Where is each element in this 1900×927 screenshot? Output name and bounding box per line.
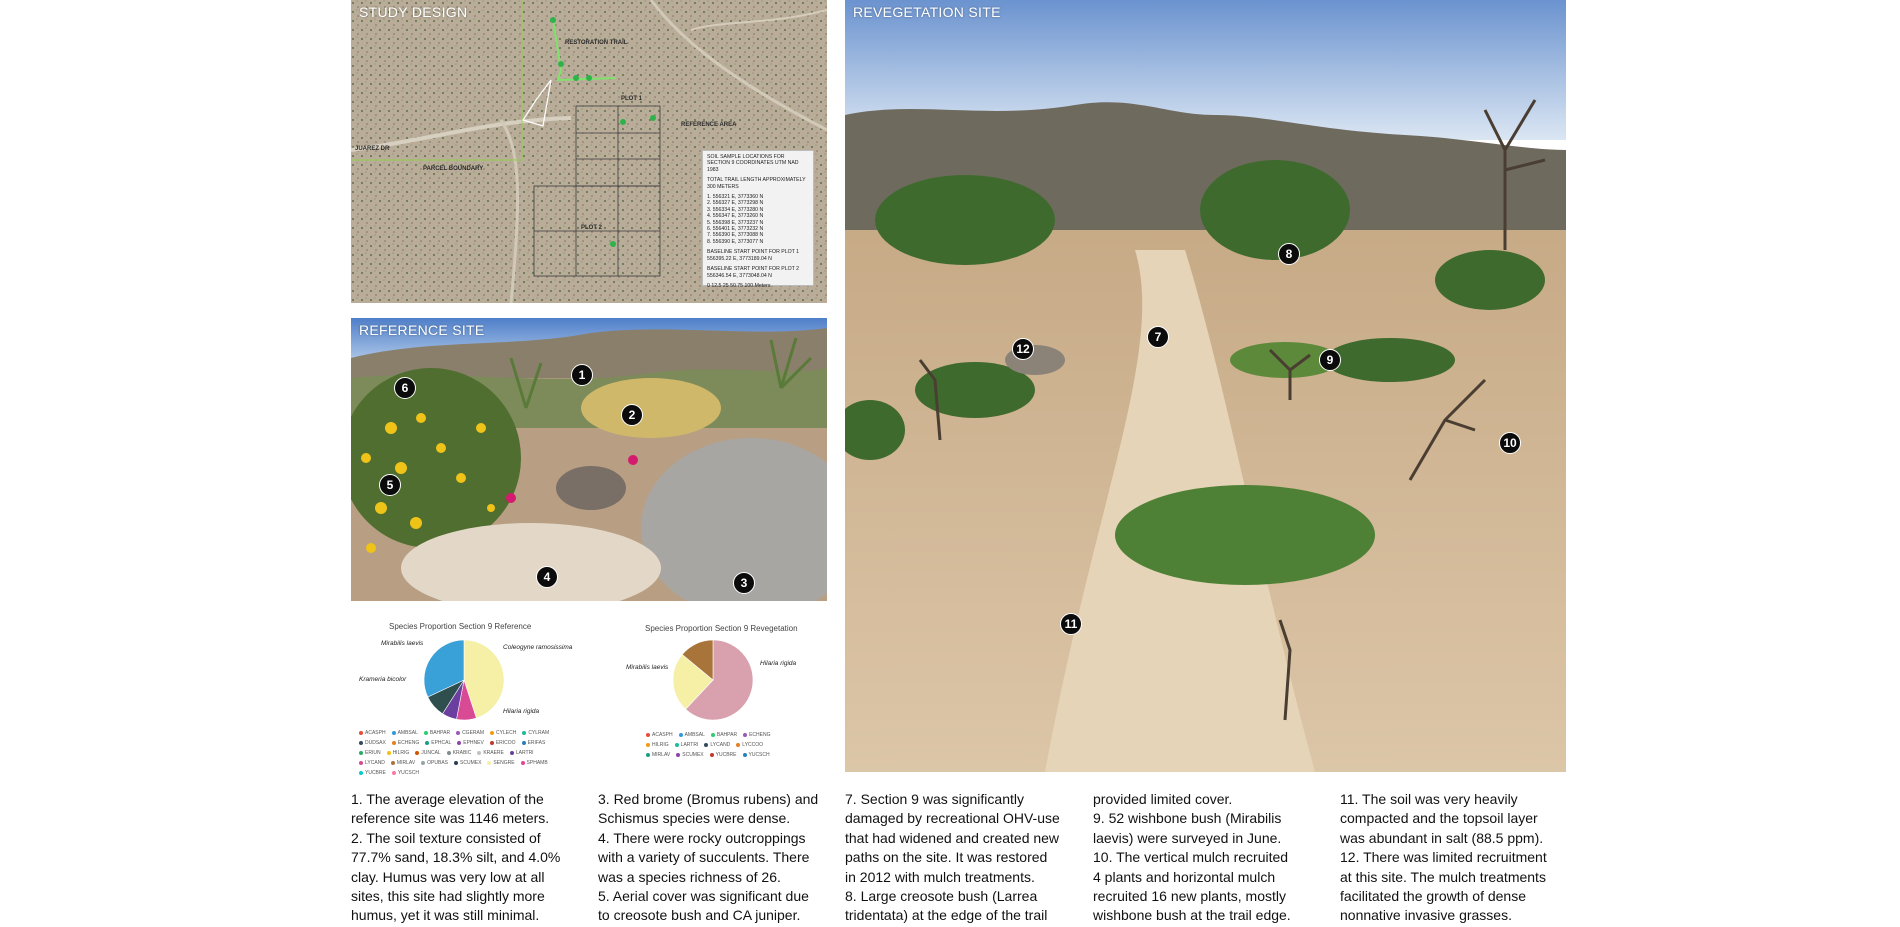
legend-entry: YUCSCH	[392, 768, 419, 778]
legend-point: 5. 556398 E, 3773237 N	[707, 219, 764, 226]
marker-3: 3	[733, 572, 755, 594]
legend-entry: YUCBRE	[710, 750, 737, 760]
caption-line: compacted and the topsoil layer	[1340, 810, 1538, 827]
caption-column-4	[1093, 790, 1333, 926]
legend-entry: HILRIG	[646, 740, 669, 750]
caption-line: sites, this site had slightly more	[351, 888, 545, 905]
caption-line: 7. Section 9 was significantly	[845, 791, 1024, 807]
legend-point: 7. 556390 E, 3773088 N	[707, 232, 764, 239]
caption-line: was a species richness of 26.	[598, 868, 781, 885]
legend-entry: BAHPAR	[711, 730, 737, 740]
legend-swatch	[457, 741, 461, 745]
marker-2: 2	[621, 404, 643, 426]
pie-legend-revegetation	[646, 730, 796, 760]
pie-chart-reference	[351, 618, 591, 778]
caption-line: recruited 16 new plants, mostly	[1093, 888, 1286, 905]
legend-swatch	[522, 731, 526, 735]
legend-swatch	[675, 743, 679, 747]
caption-line: at this site. The mulch treatments	[1340, 868, 1546, 885]
legend-swatch	[646, 753, 650, 757]
caption-line: 8. Large creosote bush (Larrea	[845, 888, 1038, 905]
legend-swatch	[679, 733, 683, 737]
caption-line: 5. Aerial cover was significant due	[598, 888, 809, 905]
marker-5: 5	[379, 474, 401, 496]
legend-point: 3. 556334 E, 3773280 N	[707, 206, 764, 213]
legend-entry: EPHNEV	[457, 738, 484, 748]
caption-line: that had widened and created new	[845, 829, 1060, 846]
legend-entry: BAHPAR	[424, 728, 450, 738]
panel-title-study-design: STUDY DESIGN	[359, 4, 468, 20]
legend-entry: JUNCAL	[415, 748, 440, 758]
legend-entry: DUDSAX	[359, 738, 386, 748]
legend-swatch	[424, 731, 428, 735]
legend-scale: 0 12.5 25 50 75 100 Meters	[707, 282, 771, 289]
legend-swatch	[359, 761, 363, 765]
caption-line: 4 plants and horizontal mulch	[1093, 868, 1276, 885]
legend-swatch	[736, 743, 740, 747]
label-plot-2: PLOT 2	[581, 225, 603, 231]
legend-entry: YUCSCH	[743, 750, 770, 760]
legend-entry: MIRLAV	[391, 758, 415, 768]
caption-line: 10. The vertical mulch recruited	[1093, 849, 1289, 866]
legend-entry: KRAERE	[477, 748, 504, 758]
legend-trail-length: TOTAL TRAIL LENGTH APPROXIMATELY 300 METERS	[707, 177, 806, 190]
legend-swatch	[676, 753, 680, 757]
pie-svg-revegetation	[600, 630, 830, 730]
legend-swatch	[359, 771, 363, 775]
legend-entry: OPUBAS	[421, 758, 448, 768]
marker-12: 12	[1012, 338, 1034, 360]
legend-swatch	[710, 753, 714, 757]
legend-entry: LARTRI	[675, 740, 699, 750]
caption-line: 1. The average elevation of the	[351, 791, 544, 807]
legend-swatch	[392, 731, 396, 735]
legend-swatch	[490, 731, 494, 735]
pie-label-hilaria-reveg: Hilaria rigida	[760, 660, 797, 667]
legend-entry: ERIFAS	[522, 738, 546, 748]
pie-label-mirabilis: Mirabilis laevis	[381, 640, 424, 647]
revegetation-site-photo	[845, 0, 1566, 772]
caption-line: to creosote bush and CA juniper.	[598, 907, 801, 924]
pie-label-mirabilis-reveg: Mirabilis laevis	[626, 664, 669, 671]
caption-line: paths on the site. It was restored	[845, 849, 1048, 866]
legend-swatch	[391, 761, 395, 765]
caption-line: was abundant in salt (88.5 ppm).	[1340, 829, 1544, 846]
caption-line: tridentata) at the edge of the trail	[845, 907, 1048, 924]
legend-swatch	[646, 743, 650, 747]
legend-entry: EPHCAL	[425, 738, 451, 748]
legend-entry: LYCAND	[704, 740, 730, 750]
caption-line: nonnative invasive grasses.	[1340, 907, 1512, 924]
legend-point: 2. 556327 E, 3773298 N	[707, 200, 764, 207]
legend-swatch	[454, 761, 458, 765]
caption-line: 77.7% sand, 18.3% silt, and 4.0%	[351, 849, 561, 866]
study-design-map	[351, 0, 827, 303]
revegetation-photo-graphic	[845, 0, 1566, 772]
legend-swatch	[711, 733, 715, 737]
label-parcel-boundary: PARCEL BOUNDARY	[423, 166, 484, 172]
legend-swatch	[359, 751, 363, 755]
legend-swatch	[359, 741, 363, 745]
legend-entry: SENGRE	[487, 758, 514, 768]
legend-entry: ERICOO	[490, 738, 516, 748]
caption-line: humus, yet it was still minimal.	[351, 907, 540, 924]
legend-entry: HILRIG	[387, 748, 410, 758]
legend-swatch	[447, 751, 451, 755]
legend-entry: CYLRAM	[522, 728, 549, 738]
legend-swatch	[490, 741, 494, 745]
legend-entry: MIRLAV	[646, 750, 670, 760]
reference-photo-graphic	[351, 318, 827, 601]
caption-column-1	[351, 790, 586, 926]
legend-swatch	[392, 741, 396, 745]
marker-10: 10	[1499, 432, 1521, 454]
caption-line: reference site was 1146 meters.	[351, 810, 550, 827]
pie-label-coleogyne: Coleogyne ramosissima	[503, 644, 573, 651]
legend-swatch	[392, 771, 396, 775]
pie-title-revegetation: Species Proportion Section 9 Revegetation	[645, 624, 798, 633]
legend-entry: SPHAMB	[521, 758, 548, 768]
panel-title-revegetation-site: REVEGETATION SITE	[853, 4, 1001, 20]
legend-entry: LYCAND	[359, 758, 385, 768]
legend-swatch	[743, 753, 747, 757]
label-reference-area: REFERENCE AREA	[681, 122, 737, 128]
legend-point: 1. 556321 E, 3773360 N	[707, 194, 764, 201]
caption-line: 12. There was limited recruitment	[1340, 849, 1547, 866]
legend-entry: ACASPH	[359, 728, 386, 738]
legend-entry: SCUMEX	[454, 758, 481, 768]
map-legend-box	[702, 150, 814, 289]
label-restoration-trail: RESTORATION TRAIL	[565, 40, 628, 46]
caption-line: 4. There were rocky outcroppings	[598, 829, 806, 846]
legend-swatch	[456, 731, 460, 735]
caption-line: Schismus species were dense.	[598, 810, 791, 827]
caption-line: wishbone bush at the trail edge.	[1093, 907, 1291, 924]
legend-baseline-1: BASELINE START POINT FOR PLOT 1 556395.22 E, 3773189.04 N	[707, 249, 800, 262]
legend-point: 4. 556347 E, 3773260 N	[707, 213, 764, 220]
caption-line: provided limited cover.	[1093, 791, 1233, 807]
legend-swatch	[522, 741, 526, 745]
caption-line: 2. The soil texture consisted of	[351, 829, 541, 846]
legend-swatch	[477, 751, 481, 755]
legend-baseline-2: BASELINE START POINT FOR PLOT 2 556346.54 E, 3773048.04 N	[707, 266, 800, 279]
legend-entry: KRABIC	[447, 748, 472, 758]
legend-entry: YUCBRE	[359, 768, 386, 778]
panel-title-reference-site: REFERENCE SITE	[359, 322, 485, 338]
legend-swatch	[359, 731, 363, 735]
caption-column-2	[598, 790, 838, 926]
caption-line: facilitated the growth of dense	[1340, 888, 1527, 905]
caption-column-3	[845, 790, 1085, 926]
legend-point: 8. 556390 E, 3773077 N	[707, 238, 764, 245]
caption-line: laevis) were surveyed in June.	[1093, 829, 1282, 846]
legend-swatch	[425, 741, 429, 745]
legend-swatch	[704, 743, 708, 747]
caption-line: damaged by recreational OHV-use	[845, 810, 1060, 827]
marker-9: 9	[1319, 349, 1341, 371]
pie-label-krameria: Krameria bicolor	[359, 676, 407, 683]
legend-entry: AMBSAL	[679, 730, 705, 740]
caption-column-5	[1340, 790, 1580, 926]
caption-line: with a variety of succulents. There	[598, 849, 810, 866]
legend-swatch	[646, 733, 650, 737]
legend-entry: ACASPH	[646, 730, 673, 740]
label-road: JUAREZ DR	[355, 146, 390, 152]
legend-entry: AMBSAL	[392, 728, 418, 738]
legend-swatch	[487, 761, 491, 765]
legend-entry: LYCCOO	[736, 740, 763, 750]
legend-entry: ERIUN	[359, 748, 381, 758]
marker-4: 4	[536, 566, 558, 588]
reference-site-photo	[351, 318, 827, 601]
legend-heading: SOIL SAMPLE LOCATIONS FOR SECTION 9 COORDINATES UTM NAD 1983	[707, 154, 799, 173]
legend-swatch	[421, 761, 425, 765]
pie-legend-reference	[359, 728, 569, 778]
caption-line: 3. Red brome (Bromus rubens) and	[598, 791, 819, 807]
pie-label-hilaria: Hilaria rigida	[503, 708, 540, 715]
label-plot-1: PLOT 1	[621, 96, 643, 102]
pie-title-reference: Species Proportion Section 9 Reference	[389, 622, 532, 631]
legend-swatch	[387, 751, 391, 755]
legend-swatch	[521, 761, 525, 765]
legend-swatch	[743, 733, 747, 737]
legend-swatch	[510, 751, 514, 755]
marker-11: 11	[1060, 613, 1082, 635]
marker-7: 7	[1147, 326, 1169, 348]
legend-swatch	[415, 751, 419, 755]
caption-line: 9. 52 wishbone bush (Mirabilis	[1093, 810, 1282, 827]
legend-entry: ECHENG	[392, 738, 419, 748]
legend-entry: LARTRI	[510, 748, 534, 758]
caption-line: clay. Humus was very low at all	[351, 868, 545, 885]
caption-line: 11. The soil was very heavily	[1340, 791, 1518, 807]
marker-1: 1	[571, 364, 593, 386]
pie-chart-revegetation	[600, 618, 830, 778]
marker-8: 8	[1278, 243, 1300, 265]
caption-line: in 2012 with mulch treatments.	[845, 868, 1035, 885]
legend-entry: ECHENG	[743, 730, 770, 740]
legend-point: 6. 556401 E, 3773232 N	[707, 226, 764, 233]
legend-entry: CGERAM	[456, 728, 484, 738]
legend-entry: SCUMEX	[676, 750, 703, 760]
marker-6: 6	[394, 377, 416, 399]
legend-entry: CYLECH	[490, 728, 516, 738]
